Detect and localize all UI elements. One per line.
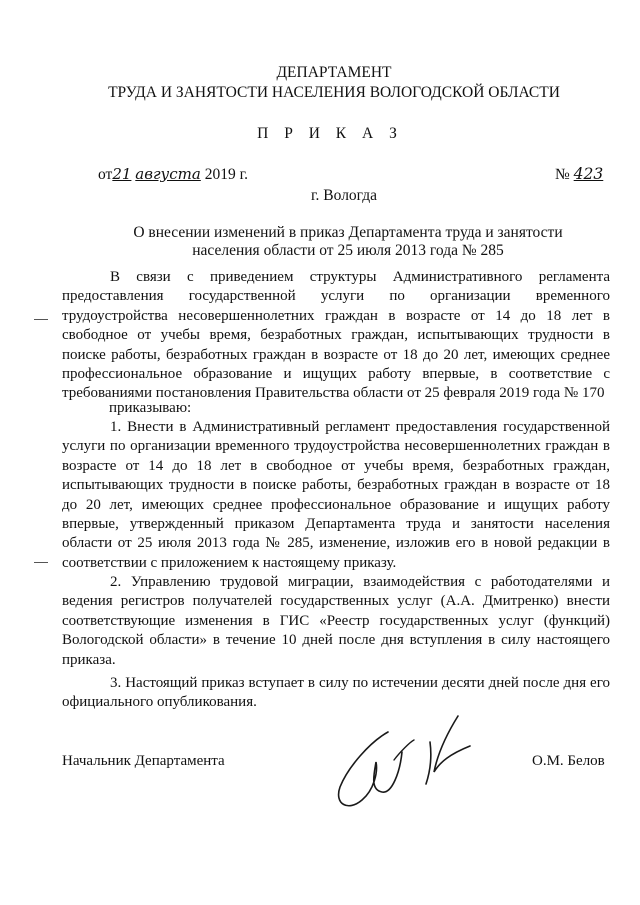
date-day: 21: [112, 165, 132, 183]
subject-line1: О внесении изменений в приказ Департамента труда и занятости: [133, 224, 563, 241]
handwritten-signature: [330, 712, 480, 822]
date-month: августа: [135, 165, 201, 183]
number-prefix: №: [555, 166, 570, 183]
paragraph-3: 3. Настоящий приказ вступает в силу по истечении десяти дней после дня его официального опубликования.: [62, 675, 610, 711]
order-number: [555, 165, 603, 184]
order-date: [98, 165, 248, 184]
subject-line2: населения области от 25 июля 2013 года № 285: [192, 242, 504, 259]
date-year: 2019 г.: [204, 166, 249, 183]
city: г. Вологда: [310, 187, 378, 204]
document-type: П Р И К А З: [257, 125, 403, 142]
order-word: приказываю:: [109, 400, 192, 416]
date-prefix: от: [98, 166, 113, 183]
margin-mark: [34, 319, 48, 320]
signatory-position: Начальник Департамента: [62, 753, 225, 769]
number-value: 423: [573, 165, 604, 183]
signatory-name: О.М. Белов: [532, 753, 605, 769]
preamble-paragraph: В связи с приведением структуры Административного регламента предоставления государственной услуги по организации временного трудоустройства несовершеннолетних граждан в возрасте от 14 до 18 лет в свободное от учебы время, безработных граждан, испытывающих трудности в поиске работы, безработных граждан в возрасте от 18 до 20 лет, имеющих среднее профессиональное образование и ищущих работу впервые, в соответствие с требованиями постановления Правительства области от 25 февраля 2019 года № 170: [62, 269, 610, 402]
paragraph-2: 2. Управлению трудовой миграции, взаимодействия с работодателями и ведения регистров получателей государственных услуг (А.А. Дмитренко) внести соответствующие изменения в ГИС «Реестр государственных услуг (функций) Вологодской области» в течение 10 дней после дня вступления в силу настоящего приказа.: [62, 574, 610, 668]
paragraph-1: 1. Внести в Административный регламент предоставления государственной услуги по организации временного трудоустройства несовершеннолетних граждан в возрасте от 14 до 18 лет в свободное от учебы время, безработных граждан, испытывающих трудности в поиске работы, безработных граждан в возрасте от 18 до 20 лет, имеющих среднее профессиональное образование и ищущих работу впервые, утвержденный приказом Департамента труда и занятости населения области от 25 июля 2013 года № 285, изменение, изложив его в новой редакции в соответствии с приложением к настоящему приказу.: [62, 419, 610, 571]
margin-mark: [34, 562, 48, 563]
department-title-line2: ТРУДА И ЗАНЯТОСТИ НАСЕЛЕНИЯ ВОЛОГОДСКОЙ ОБЛАСТИ: [108, 84, 560, 101]
department-title-line1: ДЕПАРТАМЕНТ: [276, 64, 392, 81]
